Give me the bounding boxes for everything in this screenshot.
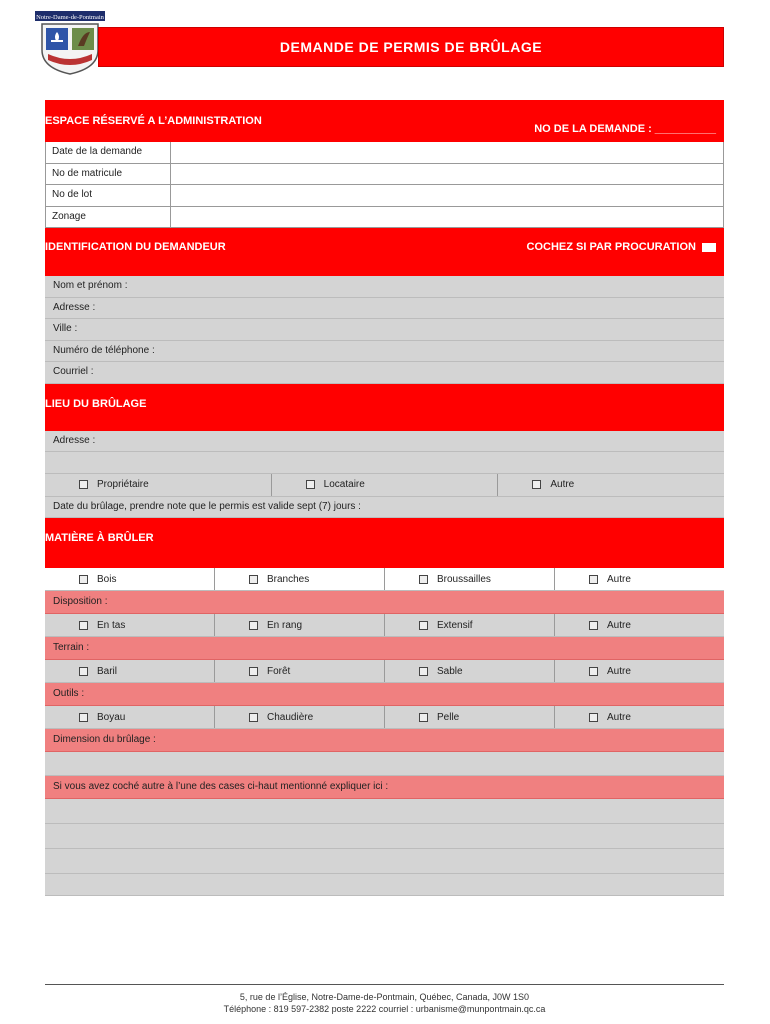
burn-date-field[interactable]: Date du brûlage, prendre note que le permis est valide sept (7) jours :: [45, 497, 724, 519]
dimension-field[interactable]: [45, 752, 724, 776]
footer: [45, 984, 724, 1015]
location-heading: LIEU DU BRÛLAGE: [45, 397, 147, 410]
burn-address-field[interactable]: Adresse :: [45, 431, 724, 453]
extensive-option[interactable]: Extensif: [385, 614, 555, 636]
admin-label: No de lot: [46, 185, 171, 206]
checkbox-icon: [419, 621, 428, 630]
checkbox-icon: [419, 667, 428, 676]
explain-line-1[interactable]: [45, 799, 724, 824]
material-heading: MATIÈRE À BRÛLER: [45, 532, 154, 544]
disposition-label: Disposition :: [45, 591, 724, 614]
row-option[interactable]: En rang: [215, 614, 385, 636]
checkbox-icon: [419, 575, 428, 584]
admin-row-matricule: [45, 164, 724, 186]
admin-section-header: [45, 100, 724, 142]
checkbox-icon: [79, 713, 88, 722]
checkbox-icon: [249, 713, 258, 722]
admin-label: No de matricule: [46, 164, 171, 185]
applicant-section-header: [45, 228, 724, 276]
admin-label: Date de la demande: [46, 142, 171, 163]
material-options-row: [45, 568, 724, 591]
municipal-crest-logo: [34, 10, 106, 76]
checkbox-icon: [79, 667, 88, 676]
city-field[interactable]: Ville :: [45, 319, 724, 341]
address-field[interactable]: Adresse :: [45, 298, 724, 320]
branches-option[interactable]: Branches: [215, 568, 385, 590]
footer-address: 5, rue de l’Église, Notre-Dame-de-Pontmain, Québec, Canada, J0W 1S0: [239, 992, 530, 1002]
proxy-label: COCHEZ SI PAR PROCURATION: [526, 241, 696, 253]
tenant-option[interactable]: Locataire: [272, 474, 499, 496]
checkbox-icon: [589, 667, 598, 676]
checkbox-icon: [249, 621, 258, 630]
burn-address-line-2[interactable]: [45, 452, 724, 474]
admin-row-request-date: [45, 142, 724, 164]
sand-option[interactable]: Sable: [385, 660, 555, 682]
explain-line-2[interactable]: [45, 824, 724, 849]
shovel-option[interactable]: Pelle: [385, 706, 555, 728]
footer-contact: Téléphone : 819 597-2382 poste 2222 courriel : urbanisme@munpontmain.qc.ca: [223, 1004, 546, 1014]
lot-field[interactable]: [171, 185, 723, 206]
checkbox-icon: [532, 480, 541, 489]
matricule-field[interactable]: [171, 164, 723, 185]
checkbox-icon: [79, 575, 88, 584]
bucket-option[interactable]: Chaudière: [215, 706, 385, 728]
checkbox-icon: [79, 480, 88, 489]
explain-line-4[interactable]: [45, 874, 724, 896]
terrain-options-row: [45, 660, 724, 683]
svg-text:Notre-Dame-de-Pontmain: Notre-Dame-de-Pontmain: [36, 14, 104, 21]
applicant-heading: IDENTIFICATION DU DEMANDEUR: [45, 241, 226, 253]
other-ownership-option[interactable]: Autre: [498, 474, 724, 496]
hose-option[interactable]: Boyau: [45, 706, 215, 728]
checkbox-icon: [79, 621, 88, 630]
admin-row-lot: [45, 185, 724, 207]
proxy-checkbox[interactable]: [702, 243, 716, 252]
other-disposition-option[interactable]: Autre: [555, 614, 724, 636]
checkbox-icon: [419, 713, 428, 722]
checkbox-icon: [589, 713, 598, 722]
forest-option[interactable]: Forêt: [215, 660, 385, 682]
admin-row-zoning: [45, 207, 724, 229]
dimension-label: Dimension du brûlage :: [45, 729, 724, 752]
title-bar: [98, 27, 724, 67]
phone-field[interactable]: Numéro de téléphone :: [45, 341, 724, 363]
request-number: NO DE LA DEMANDE : __________: [534, 122, 716, 135]
explain-line-3[interactable]: [45, 849, 724, 874]
other-tools-option[interactable]: Autre: [555, 706, 724, 728]
pile-option[interactable]: En tas: [45, 614, 215, 636]
terrain-label: Terrain :: [45, 637, 724, 660]
owner-option[interactable]: Propriétaire: [45, 474, 272, 496]
email-field[interactable]: Courriel :: [45, 362, 724, 384]
barrel-option[interactable]: Baril: [45, 660, 215, 682]
name-field[interactable]: Nom et prénom :: [45, 276, 724, 298]
zoning-field[interactable]: [171, 207, 723, 228]
tools-options-row: [45, 706, 724, 729]
checkbox-icon: [589, 621, 598, 630]
checkbox-icon: [249, 575, 258, 584]
checkbox-icon: [589, 575, 598, 584]
ownership-row: [45, 474, 724, 497]
admin-label: Zonage: [46, 207, 171, 228]
wood-option[interactable]: Bois: [45, 568, 215, 590]
material-section-header: [45, 518, 724, 568]
burn-permit-form: [45, 100, 724, 896]
explain-label: Si vous avez coché autre à l’une des cases ci-haut mentionné expliquer ici :: [45, 776, 724, 799]
other-terrain-option[interactable]: Autre: [555, 660, 724, 682]
admin-heading: ESPACE RÉSERVÉ A L’ADMINISTRATION: [45, 115, 262, 127]
location-section-header: [45, 384, 724, 431]
request-date-field[interactable]: [171, 142, 723, 163]
other-material-option[interactable]: Autre: [555, 568, 724, 590]
checkbox-icon: [306, 480, 315, 489]
brush-option[interactable]: Broussailles: [385, 568, 555, 590]
disposition-options-row: [45, 614, 724, 637]
page-title: DEMANDE DE PERMIS DE BRÛLAGE: [279, 39, 543, 55]
checkbox-icon: [249, 667, 258, 676]
tools-label: Outils :: [45, 683, 724, 706]
